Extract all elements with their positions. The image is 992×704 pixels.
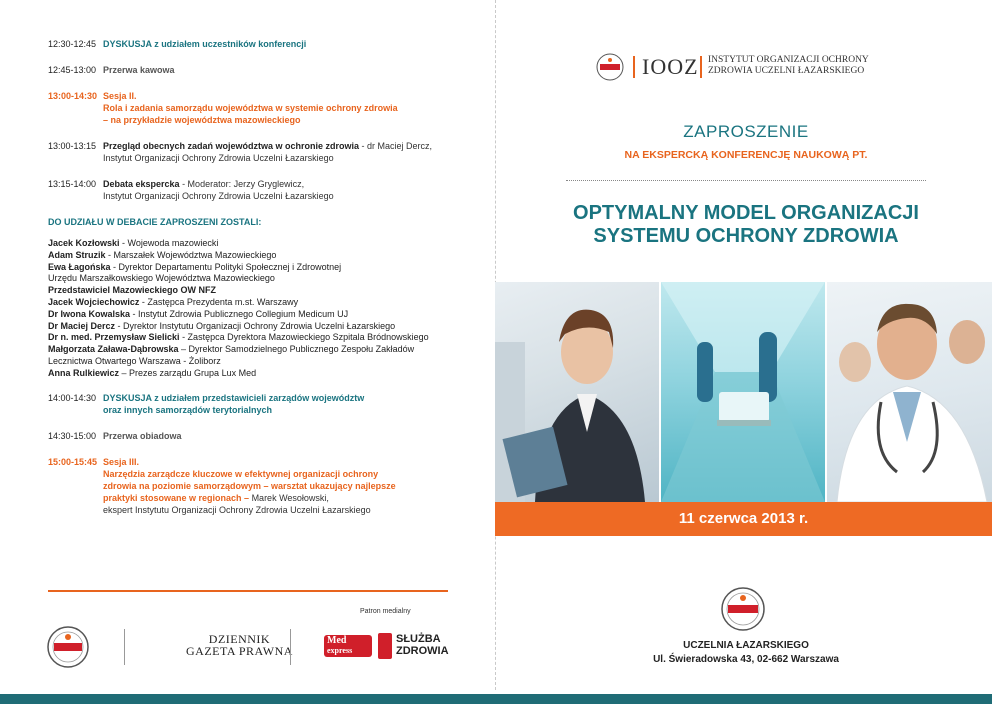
ioz-abbr: IOOZ bbox=[642, 54, 699, 79]
agenda-detail: ekspert Instytutu Organizacji Ochrony Zdrowia Uczelni Łazarskiego bbox=[103, 504, 371, 515]
guests-heading: DO UDZIAŁU W DEBACIE ZAPROSZENI ZOSTALI: bbox=[48, 217, 262, 227]
agenda-detail: Rola i zadania samorządu województwa w systemie ochrony zdrowia bbox=[103, 103, 398, 113]
list-item: Lecznictwa Otwartego Warszawa - Żoliborz bbox=[48, 355, 221, 366]
agenda-detail: z udziałem przedstawicieli zarządów województw bbox=[151, 392, 365, 403]
divider bbox=[633, 56, 635, 78]
agenda-detail: Narzędzia zarządcze kluczowe w efektywnej organizacji ochrony bbox=[103, 468, 379, 479]
list-item: Dr n. med. Przemysław Sielicki - Zastępca Dyrektora Mazowieckiego Szpitala Bródnowskiego bbox=[48, 332, 429, 343]
agenda-time: 13:15-14:00 bbox=[48, 179, 97, 189]
list-item: Ewa Łagońska - Dyrektor Departamentu Polityki Społecznej i Zdrowotnej bbox=[48, 261, 342, 272]
agenda-title: Przerwa kawowa bbox=[103, 65, 175, 75]
agenda-time: 13:00-14:30 bbox=[48, 91, 98, 101]
list-item: Anna Rulkiewicz – Prezes zarządu Grupa Lux Med bbox=[48, 367, 257, 378]
invitation-subtitle: NA EKSPERCKĄ KONFERENCJĘ NAUKOWĄ PT. bbox=[624, 149, 868, 161]
agenda-title: Debata ekspercka bbox=[103, 179, 180, 189]
university-address: Ul. Świeradowska 43, 02-662 Warszawa bbox=[653, 654, 839, 665]
divider bbox=[700, 56, 702, 78]
agenda-time: 12:30-12:45 bbox=[48, 39, 97, 49]
agenda-title: Sesja III. bbox=[103, 456, 140, 467]
sluzba-zdrowia-logo: SŁUŻBA ZDROWIA bbox=[378, 631, 450, 661]
institute-name: INSTYTUT ORGANIZACJI OCHRONY ZDROWIA UCZELNI ŁAZARSKIEGO bbox=[708, 55, 869, 76]
list-item: Dr Maciej Dercz - Dyrektor Instytutu Organizacji Ochrony Zdrowia Uczelni Łazarskiego bbox=[48, 320, 396, 331]
agenda-detail: praktyki stosowane w regionach – bbox=[103, 492, 252, 503]
agenda-detail: - Moderator: Jerzy Gryglewicz, bbox=[179, 179, 305, 189]
agenda-row bbox=[48, 90, 458, 126]
agenda-time: 12:45-13:00 bbox=[48, 65, 97, 75]
agenda-detail: zdrowia na poziomie samorządowym – warsztat ukazujący najlepsze bbox=[103, 480, 396, 491]
agenda-row bbox=[48, 178, 458, 202]
list-item: Przedstawiciel Mazowieckiego OW NFZ bbox=[48, 285, 217, 296]
lazarski-seal-icon bbox=[46, 625, 90, 669]
divider bbox=[290, 629, 291, 665]
guests-list bbox=[48, 238, 458, 380]
photo-hospital-corridor bbox=[661, 282, 825, 502]
university-name: UCZELNIA ŁAZARSKIEGO bbox=[683, 640, 809, 651]
agenda-detail: Instytut Organizacji Ochrony Zdrowia Uczelni Łazarskiego bbox=[103, 153, 334, 163]
agenda-detail: Instytut Organizacji Ochrony Zdrowia Uczelni Łazarskiego bbox=[103, 191, 334, 201]
agenda-detail: oraz innych samorządów terytorialnych bbox=[103, 404, 273, 415]
divider bbox=[124, 629, 125, 665]
agenda-detail: Marek Wesołowski, bbox=[251, 492, 329, 503]
agenda-detail: z udziałem uczestników konferencji bbox=[151, 39, 307, 49]
list-item: Adam Struzik - Marszałek Województwa Mazowieckiego bbox=[48, 249, 277, 260]
agenda-title: DYSKUSJA bbox=[103, 39, 152, 49]
patron-label: Patron medialny bbox=[360, 608, 411, 615]
invitation-heading: ZAPROSZENIE bbox=[683, 122, 809, 141]
agenda-title: Przerwa obiadowa bbox=[103, 430, 182, 441]
agenda-row bbox=[48, 392, 458, 416]
list-item: Małgorzata Zaława-Dąbrowska – Dyrektor Samodzielnego Publicznego Zespołu Zakładów bbox=[48, 344, 415, 355]
divider bbox=[48, 590, 448, 592]
agenda-time: 14:30-15:00 bbox=[48, 430, 97, 441]
bottom-bar bbox=[0, 694, 992, 704]
lazarski-seal-icon bbox=[596, 53, 624, 81]
list-item: Urzędu Marszałkowskiego Województwa Mazowieckiego bbox=[48, 273, 275, 284]
sponsor-logos bbox=[46, 625, 456, 671]
agenda-row bbox=[48, 430, 458, 442]
list-item: Dr Iwona Kowalska - Instytut Zdrowia Publicznego Collegium Medicum UJ bbox=[48, 308, 349, 319]
left-page-agenda bbox=[48, 38, 458, 530]
list-item: Jacek Kozłowski - Wojewoda mazowiecki bbox=[48, 238, 219, 248]
agenda-row bbox=[48, 140, 458, 164]
agenda-title: Przegląd obecnych zadań województwa w ochronie zdrowia bbox=[103, 141, 360, 151]
agenda-row bbox=[48, 456, 458, 516]
medexpress-logo: Med express bbox=[324, 635, 372, 657]
photo-doctor bbox=[827, 282, 992, 502]
agenda-detail: - dr Maciej Dercz, bbox=[359, 141, 433, 151]
agenda-row bbox=[48, 38, 458, 50]
institute-logo bbox=[596, 52, 896, 82]
photo-strip bbox=[495, 282, 992, 502]
photo-businesswoman bbox=[495, 282, 659, 502]
event-date: 11 czerwca 2013 r. bbox=[495, 502, 992, 536]
dziennik-logo: DZIENNIK GAZETA PRAWNA bbox=[186, 632, 293, 658]
agenda-row bbox=[48, 64, 458, 76]
agenda-title: Sesja II. bbox=[103, 91, 137, 101]
agenda-time: 14:00-14:30 bbox=[48, 392, 97, 403]
agenda-time: 13:00-13:15 bbox=[48, 141, 97, 151]
agenda-detail: – na przykładzie województwa mazowieckiego bbox=[103, 115, 301, 125]
lazarski-seal-icon bbox=[720, 586, 766, 632]
conference-title: OPTYMALNY MODEL ORGANIZACJI SYSTEMU OCHRONY ZDROWIA bbox=[573, 202, 919, 247]
divider bbox=[566, 180, 926, 181]
list-item: Jacek Wojciechowicz - Zastępca Prezydenta m.st. Warszawy bbox=[48, 296, 299, 307]
agenda-title: DYSKUSJA bbox=[103, 392, 152, 403]
agenda-time: 15:00-15:45 bbox=[48, 456, 98, 467]
